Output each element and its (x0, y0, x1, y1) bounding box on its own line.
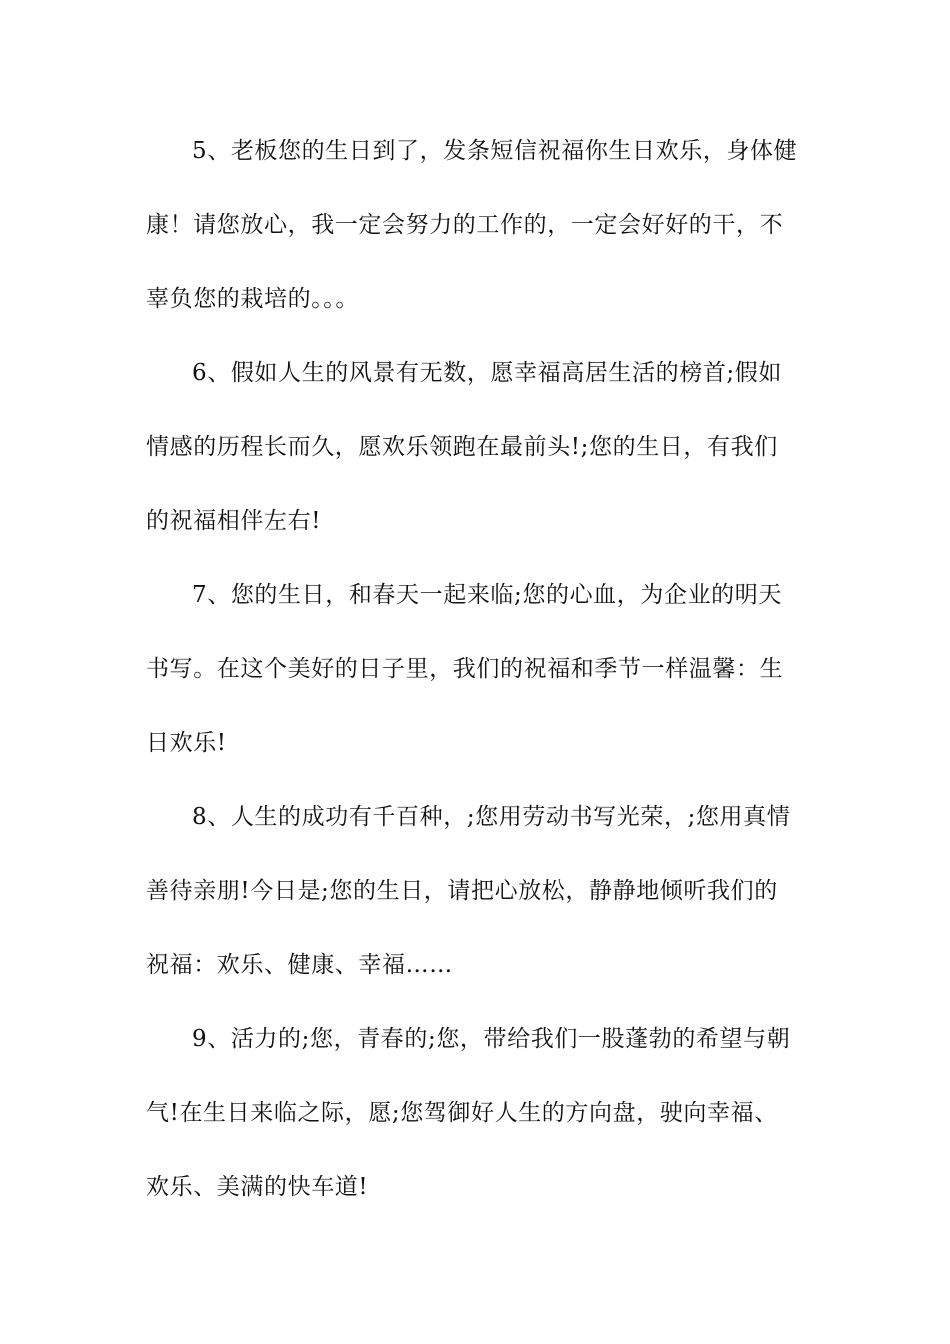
paragraph-9 (146, 1002, 810, 1224)
paragraph-line: 9、活力的;您，青春的;您，带给我们一股蓬勃的希望与朝 (192, 1026, 791, 1052)
paragraph-line: 的祝福相伴左右! (146, 508, 322, 534)
paragraph-line: 6、假如人生的风景有无数，愿幸福高居生活的榜首;假如 (192, 360, 782, 386)
paragraph-line: 书写。在这个美好的日子里，我们的祝福和季节一样温馨：生 (146, 656, 784, 682)
document-body (146, 114, 810, 1224)
paragraph-6 (146, 336, 810, 558)
paragraph-line: 辜负您的栽培的。。。 (146, 286, 359, 312)
paragraph-5 (146, 114, 810, 336)
paragraph-line: 祝福：欢乐、健康、幸福…… (146, 952, 453, 978)
paragraph-line: 7、您的生日，和春天一起来临;您的心血，为企业的明天 (192, 582, 782, 608)
paragraph-7 (146, 558, 810, 780)
paragraph-line: 日欢乐! (146, 730, 227, 756)
paragraph-line: 善待亲朋!今日是;您的生日，请把心放松，静静地倾听我们的 (146, 878, 778, 904)
paragraph-line: 康！请您放心，我一定会努力的工作的，一定会好好的干，不 (146, 212, 784, 238)
paragraph-line: 气!在生日来临之际，愿;您驾御好人生的方向盘，驶向幸福、 (146, 1100, 778, 1126)
paragraph-line: 欢乐、美满的快车道! (146, 1174, 369, 1200)
paragraph-line: 8、人生的成功有千百种，;您用劳动书写光荣，;您用真情 (192, 804, 791, 830)
paragraph-8 (146, 780, 810, 1002)
paragraph-line: 5、老板您的生日到了，发条短信祝福你生日欢乐，身体健 (192, 138, 798, 164)
paragraph-line: 情感的历程长而久，愿欢乐领跑在最前头!;您的生日，有我们 (146, 434, 778, 460)
